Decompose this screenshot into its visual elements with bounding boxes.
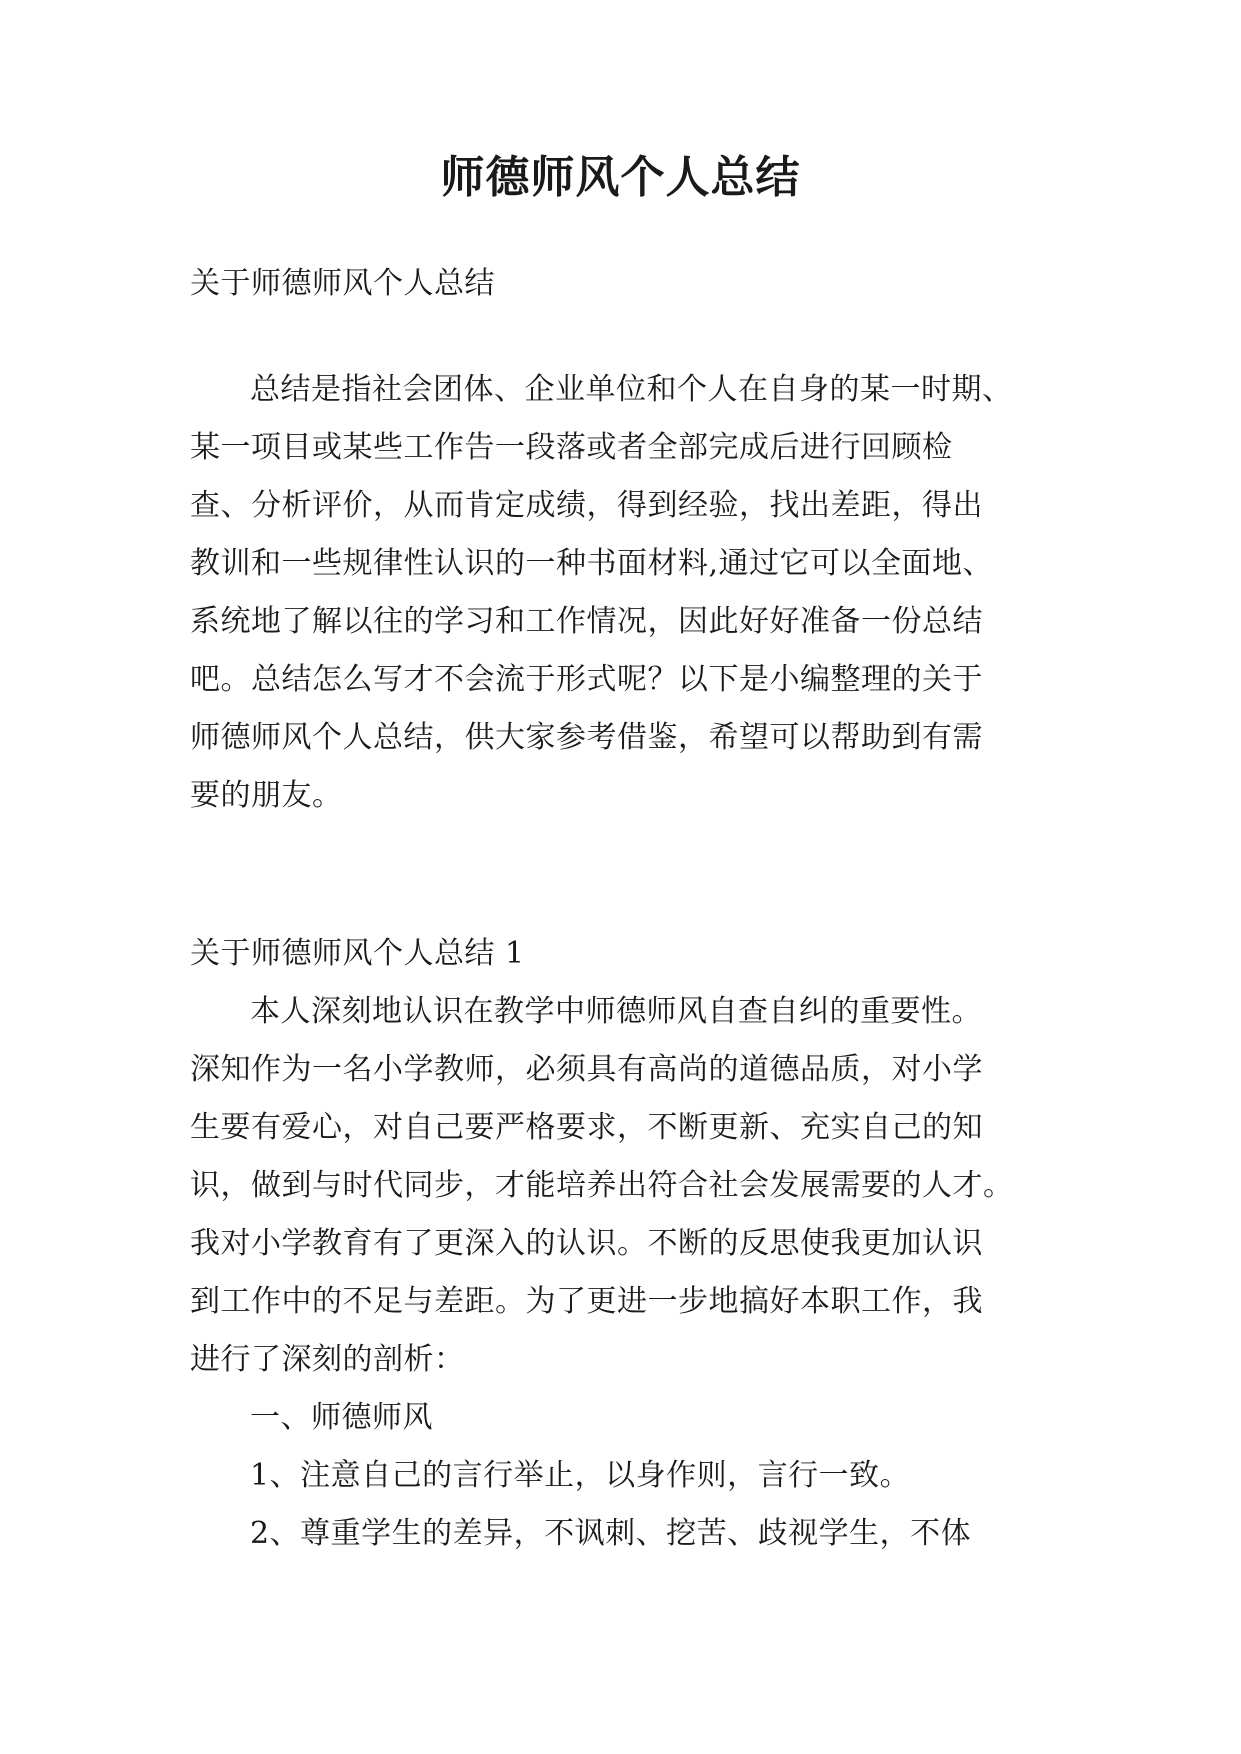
intro-line: 要的朋友。 bbox=[190, 778, 343, 813]
section-line: 本人深刻地认识在教学中师德师风自查自纠的重要性。 bbox=[250, 994, 982, 1029]
intro-line: 查、分析评价，从而肯定成绩，得到经验，找出差距，得出 bbox=[190, 488, 983, 523]
intro-line: 师德师风个人总结，供大家参考借鉴，希望可以帮助到有需 bbox=[190, 720, 983, 755]
section-line: 进行了深刻的剖析： bbox=[190, 1342, 465, 1377]
section-line: 到工作中的不足与差距。为了更进一步地搞好本职工作，我 bbox=[190, 1284, 983, 1319]
list-heading: 一、师德师风 bbox=[250, 1400, 433, 1435]
section-heading: 关于师德师风个人总结 1 bbox=[190, 936, 525, 971]
list-item: 2、尊重学生的差异，不讽刺、挖苦、歧视学生，不体 bbox=[250, 1516, 972, 1551]
intro-line: 某一项目或某些工作告一段落或者全部完成后进行回顾检 bbox=[190, 430, 953, 465]
document-title: 师德师风个人总结 bbox=[440, 152, 801, 203]
intro-line: 总结是指社会团体、企业单位和个人在自身的某一时期、 bbox=[250, 372, 1013, 407]
list-item: 1、注意自己的言行举止，以身作则，言行一致。 bbox=[250, 1458, 911, 1493]
intro-line: 教训和一些规律性认识的一种书面材料,通过它可以全面地、 bbox=[190, 546, 994, 581]
section-line: 识，做到与时代同步，才能培养出符合社会发展需要的人才。 bbox=[190, 1168, 1014, 1203]
section-line: 我对小学教育有了更深入的认识。不断的反思使我更加认识 bbox=[190, 1226, 983, 1261]
intro-line: 系统地了解以往的学习和工作情况，因此好好准备一份总结 bbox=[190, 604, 983, 639]
document-subtitle: 关于师德师风个人总结 bbox=[190, 266, 495, 301]
section-line: 生要有爱心，对自己要严格要求，不断更新、充实自己的知 bbox=[190, 1110, 983, 1145]
section-line: 深知作为一名小学教师，必须具有高尚的道德品质，对小学 bbox=[190, 1052, 983, 1087]
intro-line: 吧。总结怎么写才不会流于形式呢？以下是小编整理的关于 bbox=[190, 662, 983, 697]
